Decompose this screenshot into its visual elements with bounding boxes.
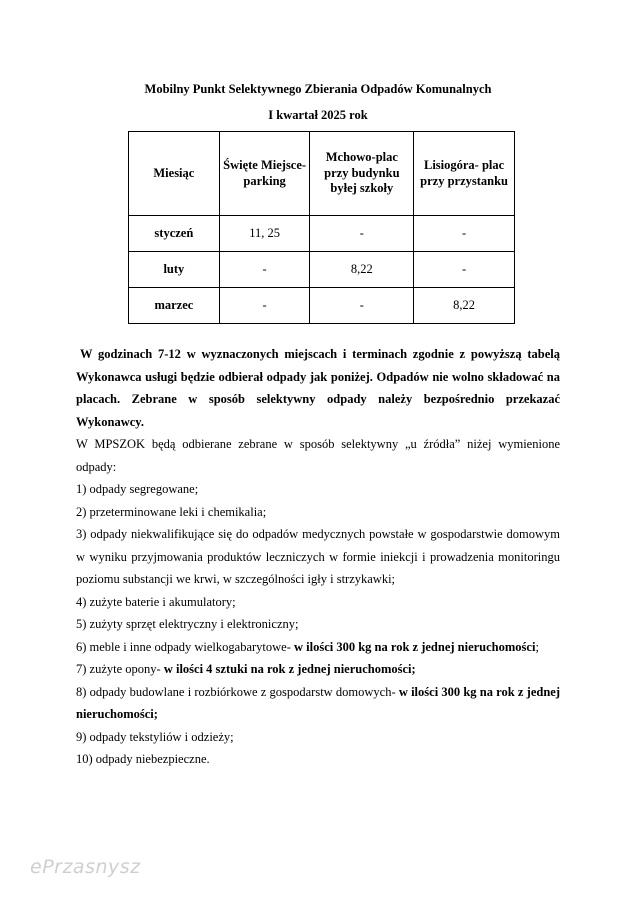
- list-item-text: 2) przeterminowane leki i chemikalia;: [76, 504, 267, 519]
- list-item-text: 6) meble i inne odpady wielkogabarytowe-: [76, 639, 294, 654]
- table-cell: -: [219, 252, 310, 288]
- list-item: [76, 726, 560, 749]
- list-item: [76, 501, 560, 524]
- schedule-table: [128, 131, 515, 324]
- list-item: [76, 613, 560, 636]
- list-item-end: ;: [535, 639, 539, 654]
- intro-paragraph: W godzinach 7-12 w wyznaczonych miejscach i terminach zgodnie z powyższą tabelą Wykonawca usługi będzie odbierał odpady jak poniżej. Odpadów nie wolno składować na placach. Zebrane w sposób selektywny odpady należy bezpośrednio przekazać Wykonawcy.: [76, 347, 560, 429]
- header-mchowo: Mchowo-plac przy budynku byłej szkoły: [310, 132, 414, 216]
- list-item-text: 9) odpady tekstyliów i odzieży;: [76, 729, 234, 744]
- list-item: [76, 478, 560, 501]
- document-title: Mobilny Punkt Selektywnego Zbierania Odpadów Komunalnych: [144, 82, 492, 96]
- header-swiete-miejsce: Święte Miejsce- parking: [219, 132, 310, 216]
- list-item: [76, 523, 560, 591]
- list-item-emphasis: w ilości 300 kg na rok z jednej nieruchomości: [294, 639, 536, 654]
- header-month: Miesiąc: [129, 132, 220, 216]
- list-item-text: 1) odpady segregowane;: [76, 482, 199, 496]
- list-item: [76, 636, 560, 659]
- month-cell: luty: [129, 252, 220, 288]
- table-cell: -: [414, 216, 515, 252]
- list-item-text: 3) odpady niekwalifikujące się do odpadów medycznych powstałe w gospodarstwie domowym w wyniku przyjmowania produktów leczniczych w formie iniekcji i prowadzenia monitoringu poziomu substancji we krwi, w szczególności igły i strzykawki;: [76, 527, 560, 586]
- month-cell: marzec: [129, 288, 220, 324]
- table-cell: -: [414, 252, 515, 288]
- header-lisiogora: Lisiogóra- plac przy przystanku: [414, 132, 515, 216]
- month-cell: styczeń: [129, 216, 220, 252]
- table-header-row: [129, 132, 515, 216]
- table-cell: 11, 25: [219, 216, 310, 252]
- list-item-text: 4) zużyte baterie i akumulatory;: [76, 594, 236, 609]
- table-row: [129, 252, 515, 288]
- table-cell: 8,22: [310, 252, 414, 288]
- table-cell: 8,22: [414, 288, 515, 324]
- list-item: [76, 748, 560, 771]
- watermark-logo: ePrzasnysz: [30, 856, 141, 878]
- list-item-emphasis: w ilości 4 sztuki na rok z jednej nieruchomości;: [163, 662, 416, 676]
- table-row: [129, 216, 515, 252]
- list-item-text: 7) zużyte opony-: [76, 662, 164, 676]
- lead-paragraph: W MPSZOK będą odbierane zebrane w sposób selektywny „u źródła” niżej wymienione odpady:: [76, 437, 560, 474]
- table-cell: -: [219, 288, 310, 324]
- document-subtitle: I kwartał 2025 rok: [268, 108, 368, 122]
- waste-list: [76, 478, 560, 771]
- list-item: [76, 658, 560, 681]
- table-cell: -: [310, 216, 414, 252]
- list-item: [76, 681, 560, 726]
- list-item-text: 10) odpady niebezpieczne.: [76, 752, 210, 766]
- list-item-text: 5) zużyty sprzęt elektryczny i elektroniczny;: [76, 617, 299, 631]
- table-row: [129, 288, 515, 324]
- list-item: [76, 591, 560, 614]
- list-item-emphasis: w ilości 300 kg na rok z jednej nieruchomości;: [76, 684, 560, 721]
- table-cell: -: [310, 288, 414, 324]
- document-body: [76, 343, 560, 771]
- list-item-text: 8) odpady budowlane i rozbiórkowe z gospodarstw domowych-: [76, 684, 399, 699]
